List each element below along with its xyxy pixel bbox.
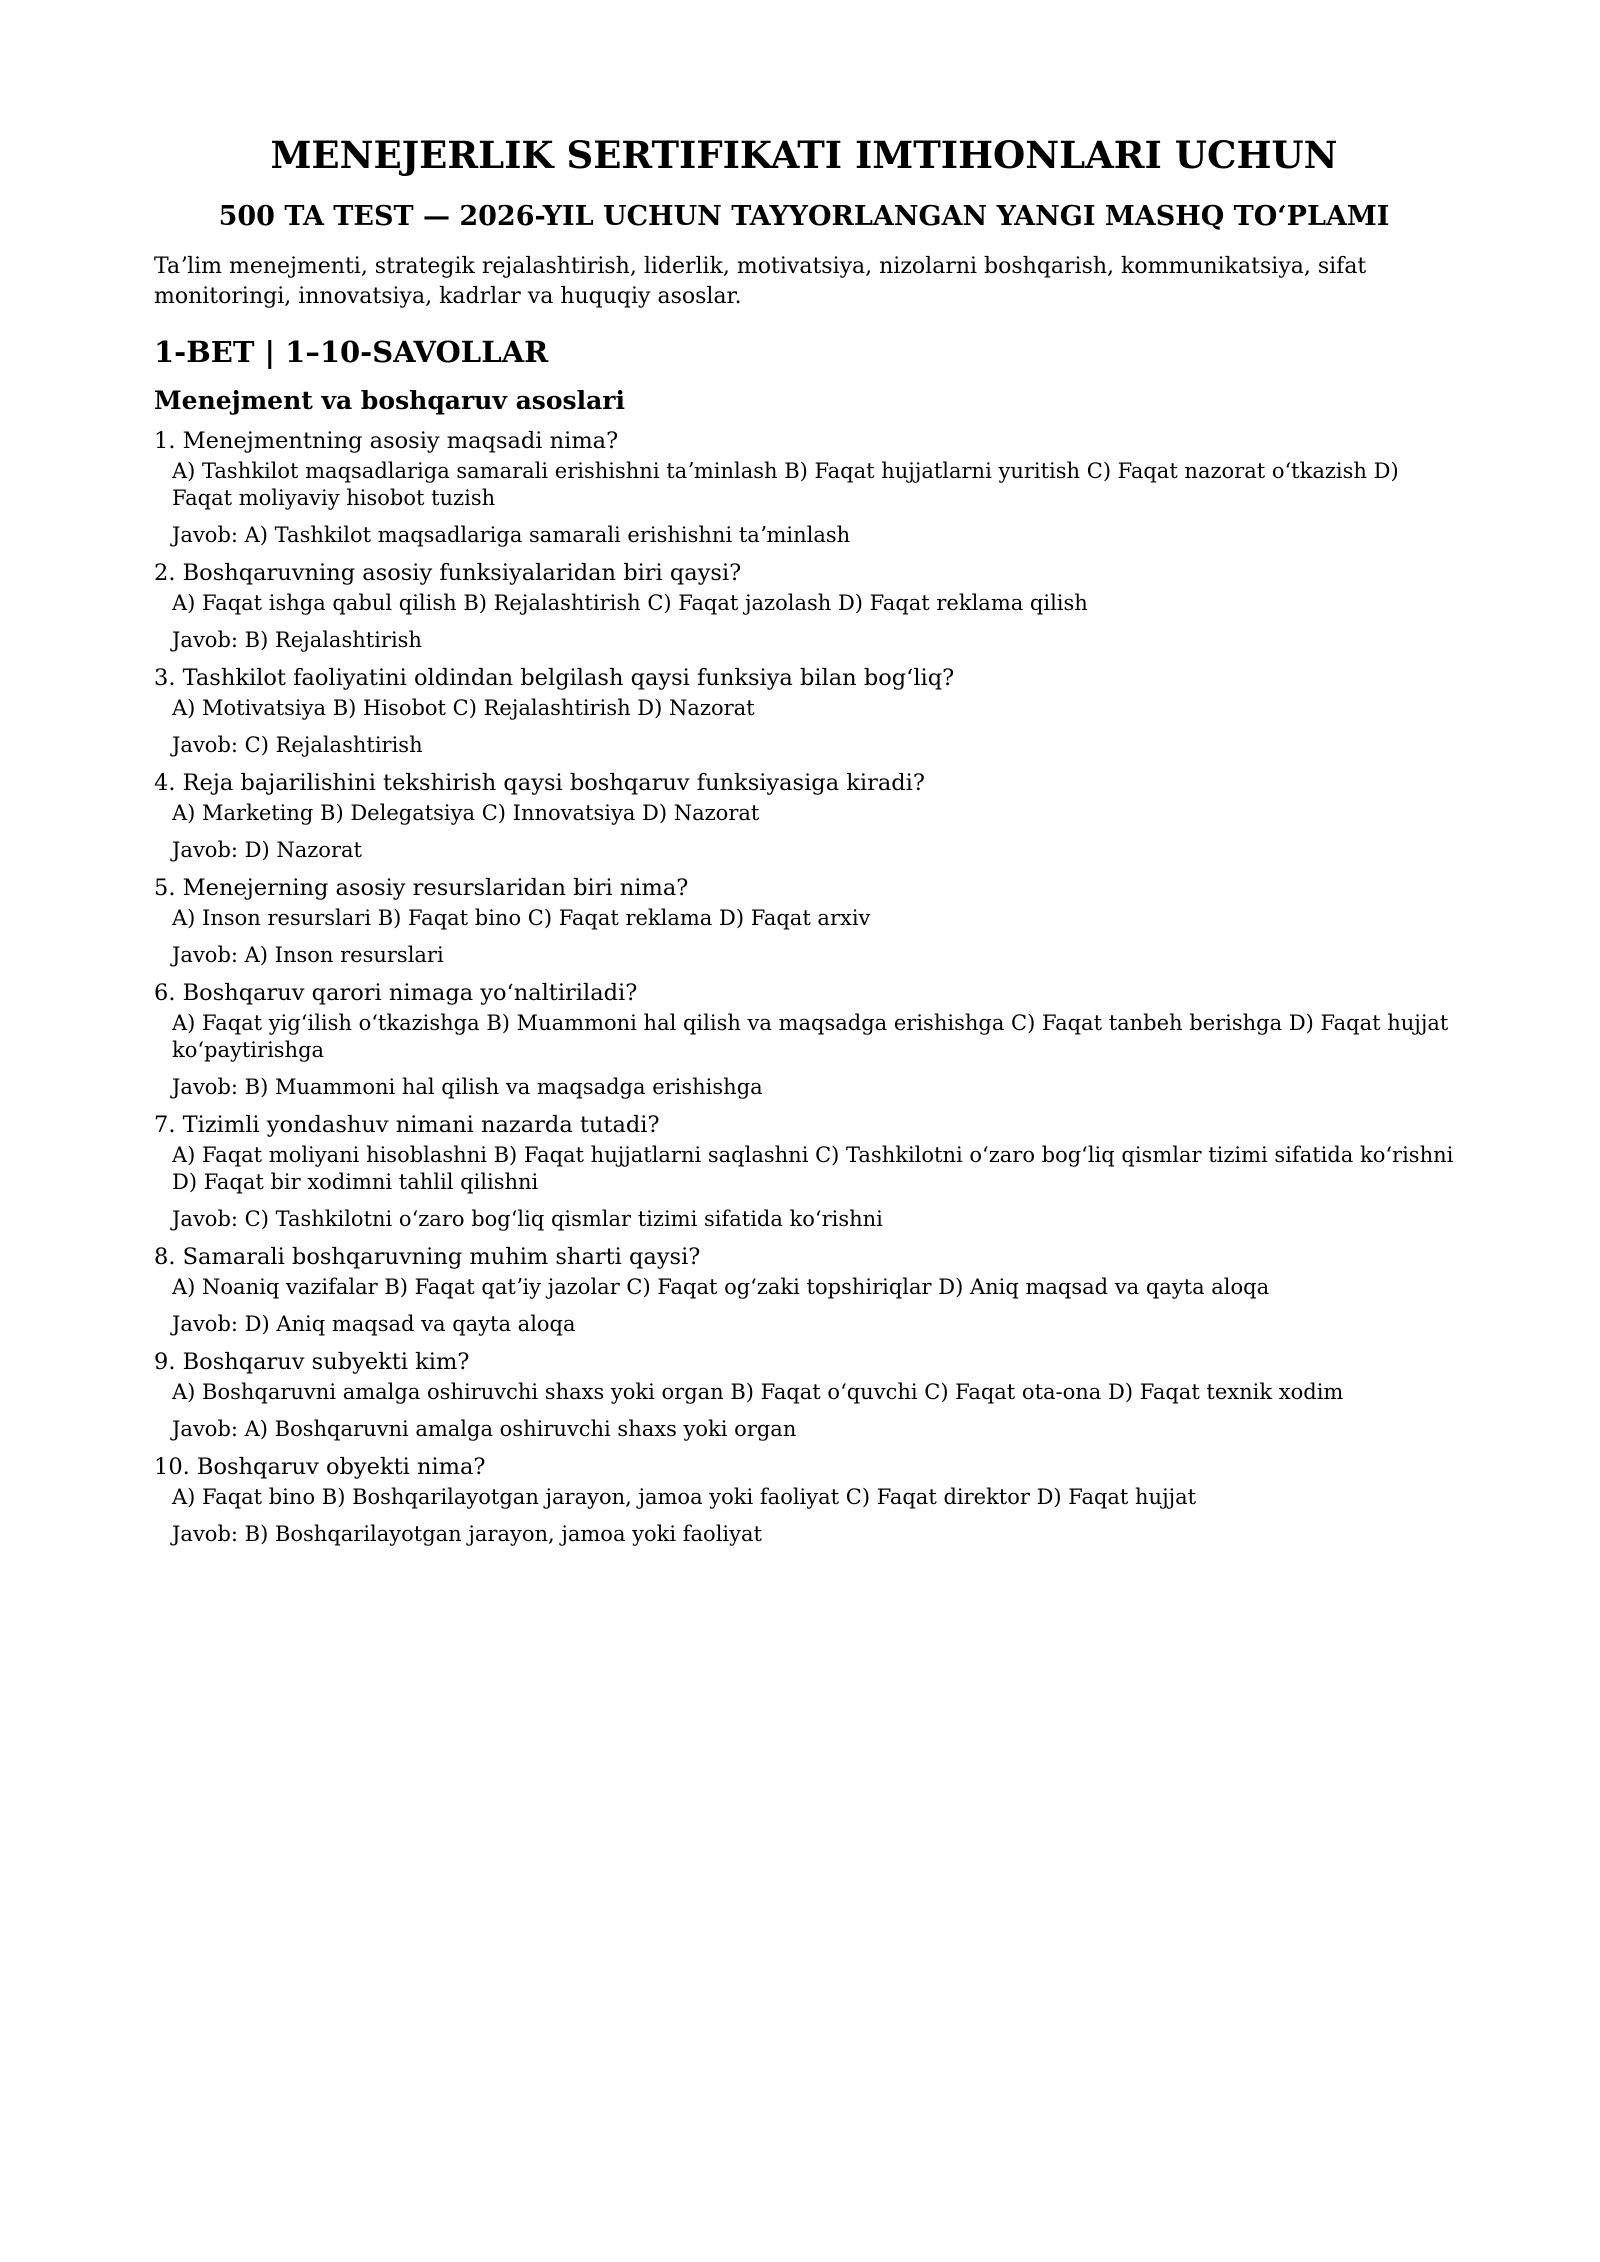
question-answer: Javob: A) Inson resurslari — [172, 943, 444, 967]
section-heading: Menejment va boshqaruv asoslari — [154, 386, 625, 415]
question-answer: Javob: D) Aniq maqsad va qayta aloqa — [172, 1312, 576, 1336]
document-intro: Taʼlim menejmenti, strategik rejalashtirish, liderlik, motivatsiya, nizolarni boshqarish, kommunikatsiya, sifat monitoringi, innovatsiya, kadrlar va huquqiy asoslar. — [154, 254, 1367, 309]
question-text: 6. Boshqaruv qarori nimaga yoʻnaltiriladi? — [154, 980, 638, 1006]
question-answer: Javob: C) Tashkilotni oʻzaro bogʻliq qismlar tizimi sifatida koʻrishni — [172, 1207, 883, 1231]
document-subtitle: 500 TA TEST — 2026-YIL UCHUN TAYYORLANGAN YANGI MASHQ TOʻPLAMI — [218, 201, 1390, 232]
question-answer: Javob: C) Rejalashtirish — [172, 733, 423, 757]
question-item — [154, 663, 1454, 759]
question-options: A) Faqat moliyani hisoblashni B) Faqat hujjatlarni saqlashni C) Tashkilotni oʻzaro bogʻliq qismlar tizimi sifatida koʻrishni D) Faqat bir xodimni tahlil qilishni — [172, 1143, 1454, 1194]
question-text: 3. Tashkilot faoliyatini oldindan belgilash qaysi funksiya bilan bogʻliq? — [154, 665, 955, 691]
document-page — [154, 132, 1454, 1557]
question-item — [154, 873, 1454, 969]
question-list — [154, 426, 1454, 1548]
question-options: A) Faqat yigʻilish oʻtkazishga B) Muammoni hal qilish va maqsadga erishishga C) Faqat tanbeh berishga D) Faqat hujjat koʻpaytirishga — [172, 1011, 1449, 1062]
question-answer: Javob: D) Nazorat — [172, 838, 362, 862]
question-answer: Javob: A) Tashkilot maqsadlariga samarali erishishni taʼminlash — [172, 523, 851, 547]
question-text: 1. Menejmentning asosiy maqsadi nima? — [154, 428, 619, 454]
question-item — [154, 426, 1454, 549]
question-text: 9. Boshqaruv subyekti kim? — [154, 1349, 470, 1375]
question-options: A) Marketing B) Delegatsiya C) Innovatsiya D) Nazorat — [172, 801, 760, 825]
question-answer: Javob: B) Boshqarilayotgan jarayon, jamoa yoki faoliyat — [172, 1522, 762, 1546]
question-options: A) Boshqaruvni amalga oshiruvchi shaxs yoki organ B) Faqat oʻquvchi C) Faqat ota-ona D) Faqat texnik xodim — [172, 1380, 1344, 1404]
question-options: A) Motivatsiya B) Hisobot C) Rejalashtirish D) Nazorat — [172, 696, 755, 720]
question-options: A) Tashkilot maqsadlariga samarali erishishni taʼminlash B) Faqat hujjatlarni yuritish C) Faqat nazorat oʻtkazish D) Faqat moliyaviy hisobot tuzish — [172, 459, 1399, 510]
question-options: A) Inson resurslari B) Faqat bino C) Faqat reklama D) Faqat arxiv — [172, 906, 871, 930]
question-text: 10. Boshqaruv obyekti nima? — [154, 1454, 486, 1480]
question-text: 2. Boshqaruvning asosiy funksiyalaridan biri qaysi? — [154, 560, 742, 586]
question-answer: Javob: B) Rejalashtirish — [172, 628, 422, 652]
question-item — [154, 1347, 1454, 1443]
question-text: 5. Menejerning asosiy resurslaridan biri nima? — [154, 875, 689, 901]
document-title: MENEJERLIK SERTIFIKATI IMTIHONLARI UCHUN — [270, 133, 1338, 177]
page-heading: 1-BET | 1–10-SAVOLLAR — [154, 335, 549, 369]
question-item — [154, 558, 1454, 654]
question-options: A) Faqat bino B) Boshqarilayotgan jarayon, jamoa yoki faoliyat C) Faqat direktor D) Faqat hujjat — [172, 1485, 1197, 1509]
question-options: A) Faqat ishga qabul qilish B) Rejalashtirish C) Faqat jazolash D) Faqat reklama qilish — [172, 591, 1088, 615]
question-answer: Javob: B) Muammoni hal qilish va maqsadga erishishga — [172, 1075, 763, 1099]
question-text: 7. Tizimli yondashuv nimani nazarda tutadi? — [154, 1112, 660, 1138]
question-item — [154, 978, 1454, 1101]
question-options: A) Noaniq vazifalar B) Faqat qatʼiy jazolar C) Faqat ogʻzaki topshiriqlar D) Aniq maqsad va qayta aloqa — [172, 1275, 1270, 1299]
question-text: 4. Reja bajarilishini tekshirish qaysi boshqaruv funksiyasiga kiradi? — [154, 770, 925, 796]
question-item — [154, 1110, 1454, 1233]
question-text: 8. Samarali boshqaruvning muhim sharti qaysi? — [154, 1244, 701, 1270]
question-item — [154, 768, 1454, 864]
question-item — [154, 1452, 1454, 1548]
question-answer: Javob: A) Boshqaruvni amalga oshiruvchi shaxs yoki organ — [172, 1417, 797, 1441]
question-item — [154, 1242, 1454, 1338]
